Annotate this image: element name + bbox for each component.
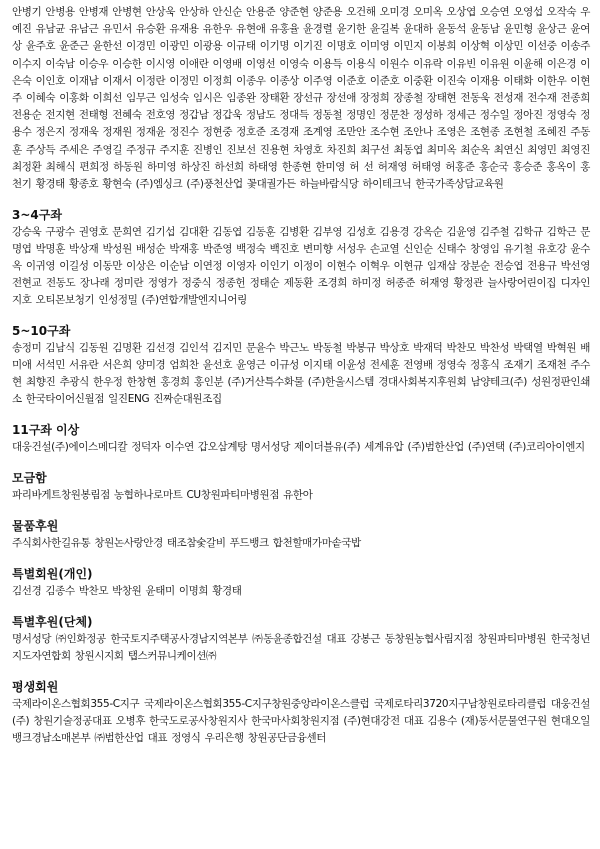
section-title: 모금함 — [12, 471, 47, 486]
section-title: 평생회원 — [12, 680, 59, 695]
section-title: 특별회원(개인) — [12, 567, 93, 582]
section-goods-sponsorship — [12, 518, 590, 552]
section-5-10-accounts — [12, 323, 590, 408]
section-title: 3~4구좌 — [12, 208, 62, 223]
section-donation-box — [12, 470, 590, 504]
section-body: 김선경 김종수 박찬모 박창원 윤태미 이명희 황경태 — [12, 585, 242, 598]
section-body: 명서성당 ㈜인화정공 한국토지주택공사경남지역본부 ㈜동윤종합건설 대표 강봉근 동창원농협사림지점 창원파티마병원 한국청년지도자연합회 창원시지회 탭스커뮤니케이션㈜ — [12, 633, 590, 663]
section-body: 강승욱 구광수 권영호 문희연 김기섭 김대환 김동엽 김동훈 김병환 김부영 김성호 김용경 강옥순 김윤영 김주철 김학규 김학근 문명엽 박명훈 박상재 박성원 배성순 박재홍 박준영 백정숙 백진호 변미향 서성우 손교열 신인순 신태수 창영임 유기철 유호강 윤수옥 이귀영 이길성 이동만 이상은 이순남 이연정 이영자 이인기 이정이 이현수 이혁우 이현규 임재삼 장분순 전승엽 전용규 박선영 전현교 전동도 장나래 정미란 정영가 정중식 정종헌 정태순 제동환 조경희 하미정 허종준 허재영 황정관 늘사랑어린이집 디자인지호 오티몬보청기 인성정밀 (주)연합개발엔지니어링 — [12, 226, 590, 307]
section-title: 특별후원(단체) — [12, 615, 93, 630]
section-special-members-individual — [12, 566, 590, 600]
section-body: 송정미 김남식 김동원 김명환 김선경 김인석 김지민 문윤수 박근노 박동철 박봉규 박상호 박재덕 박찬모 박찬성 박택열 박혁원 배미애 서석민 서유란 서은희 양미경 엄희찬 윤선호 윤영근 이규성 이지태 이윤성 전세훈 전영배 정영숙 정홍식 조재기 조재천 주수현 최향진 추광식 한우정 한창현 홍경희 홍인분 (주)거산특수화물 (주)한울시스템 경대사회복지후원회 남양테크(주) 성원정판인쇄소 한국타이어신월점 일진ENG 진짜순대원조집 — [12, 342, 590, 406]
section-special-sponsors-group — [12, 614, 590, 665]
section-body: 대웅건설(주)에이스메디칼 정덕자 이수연 갑오삼계탕 명서성당 제이더블유(주) 세계유압 (주)범한산업 (주)연택 (주)코리아이엔지 — [12, 441, 585, 454]
section-lifetime-members — [12, 679, 590, 747]
section-3-4-accounts — [12, 207, 590, 309]
section-donors-general — [12, 4, 590, 193]
section-title: 물품후원 — [12, 519, 59, 534]
section-11-plus-accounts — [12, 422, 590, 456]
section-body: 파리바게트창원봉림점 농협하나로마트 CU창원파티마병원점 유한아 — [12, 489, 313, 502]
section-title: 5~10구좌 — [12, 324, 71, 339]
section-body: 국제라이온스협회355-C지구 국제라이온스협회355-C지구창원중앙라이온스클럽 국제로타리3720지구남창원로타리클럽 대웅건설(주) 창원기술정공대표 오병후 한국도로공사창원지사 한국마사회창원지점 (주)현대강전 대표 김용수 (재)동서문물연구원 현대오일뱅크경남소매본부 ㈜범한산업 대표 정영식 우리은행 창원공단금융센터 — [12, 698, 590, 745]
section-body: 안병기 안병용 안병재 안병현 안상욱 안상하 안신순 안용준 양준현 양준용 오건해 오미경 오미옥 오상엽 오승연 오영섭 오작숙 우예진 유남균 유남근 유민서 유승환 유재용 유한우 유현애 유홍율 윤경렬 윤기한 윤길복 윤대하 윤동석 윤동남 윤민형 윤상근 윤여상 윤주호 윤준근 윤한선 이경민 이광민 이광용 이규태 이기명 이기진 이명호 이미영 이민지 이봉희 이상혁 이상민 이선중 이송주 이수지 이숙남 이승우 이승한 이시영 이애란 이영배 이영선 이영숙 이용득 이용식 이원수 이유락 이유빈 이유원 이윤해 이은경 이은숙 이인호 이재남 이재서 이정란 이정민 이정희 이종우 이종상 이주영 이준호 이준호 이중환 이진숙 이재용 이태화 이한우 이현주 이혜숙 이홍화 이희선 임무근 임성숙 임시은 임종완 장태환 장선규 장선애 장정희 장종철 장태현 전동욱 전성재 전수재 전종희 전용순 전지현 전태형 전혜숙 전호영 정갑남 정갑욱 정남도 정대득 정동철 정명인 정문찬 정성하 정세근 정수일 정아진 정영숙 정용수 정은지 정재욱 정재원 정재윤 정진수 정현중 정호준 조경재 조계영 조만안 조수현 조안나 조영은 조현종 조현철 조혜진 주동훈 주상득 주세은 주영길 주정규 주지훈 진병인 진보선 진용현 차영호 차진희 최구선 최동엽 최미옥 최순옥 최연신 최영민 최영진 최정환 최해식 편희정 하동원 하미영 하상진 하선희 하태영 한종현 한미영 허 선 허재영 허태영 허홍준 홍순국 홍승준 홍옥이 홍천기 황경태 황종호 황현숙 (주)엠싱크 (주)풍천산업 꽃대궐가든 하늘바람식당 하이테크닉 한국가족상담교육원 — [12, 6, 590, 191]
section-body: 주식회사한길유통 창원논사랑안경 태조참숯갈비 푸드뱅크 합천할매가마솥국밥 — [12, 537, 361, 550]
section-title: 11구좌 이상 — [12, 423, 80, 438]
